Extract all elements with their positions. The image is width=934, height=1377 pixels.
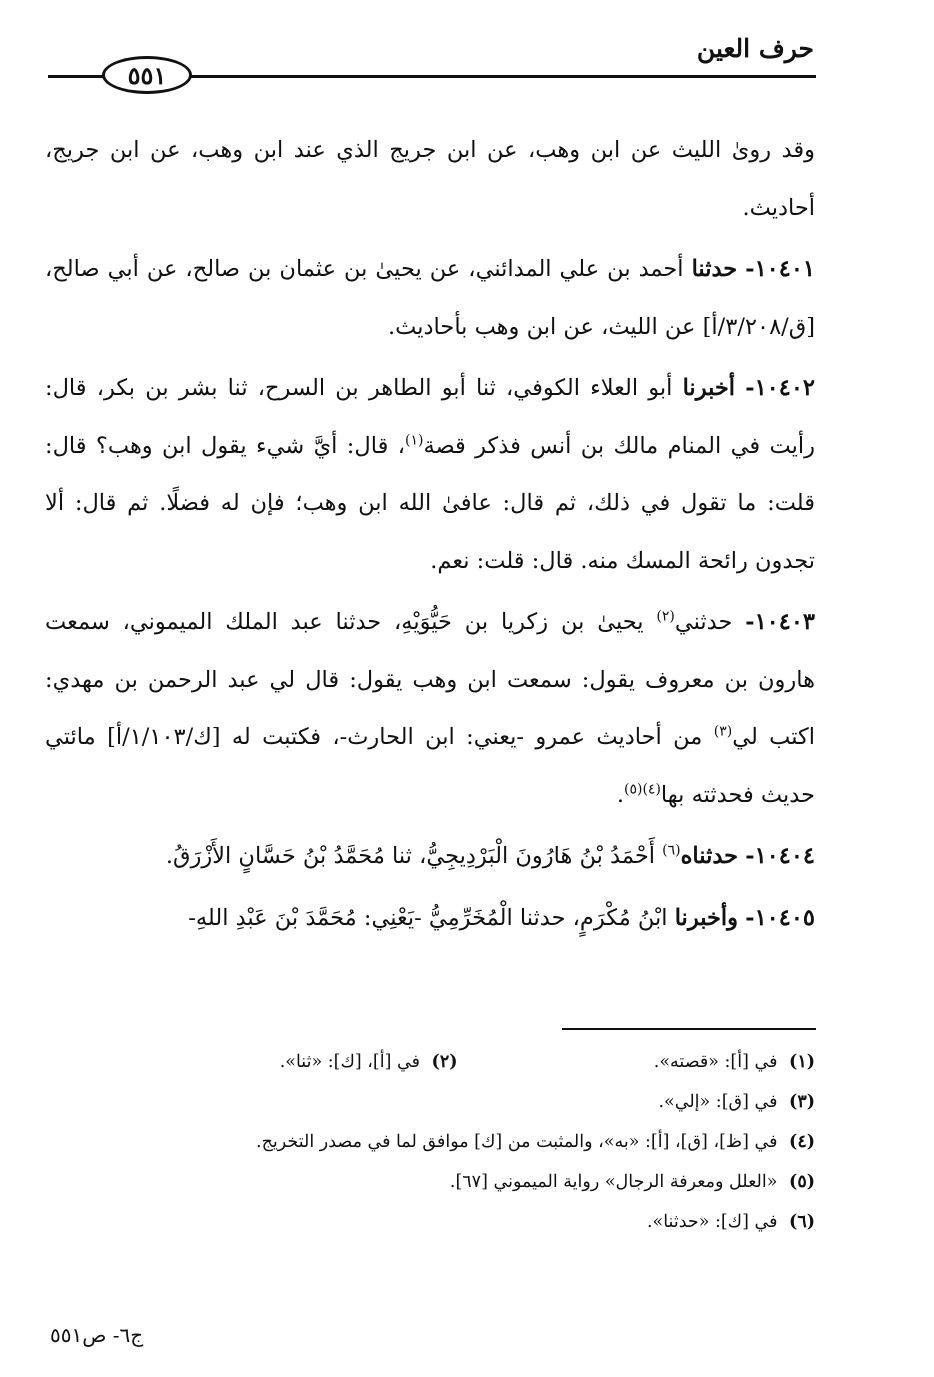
transmission-verb: حدثناه	[680, 843, 739, 869]
page-number: ٥٥١	[127, 60, 167, 90]
footnote-ref[interactable]: (١)	[404, 432, 424, 448]
footnote-item	[100, 1082, 815, 1122]
hadith-text: أبو العلاء الكوفي، ثنا أبو الطاهر بن السرح، ثنا بشر بن بكر، قال: رأيت في المنام مالك بن أنس فذكر قصة	[45, 375, 815, 459]
footnote-item	[100, 1042, 458, 1082]
hadith-number: ١٠٤٠٢-	[745, 375, 816, 401]
hadith-10402	[45, 360, 815, 590]
hadith-number: ١٠٤٠٥-	[745, 904, 815, 931]
footnote-number: (٤)	[789, 1132, 815, 1152]
footnote-number: (٦)	[789, 1212, 815, 1232]
transmission-verb: حدثنا	[691, 256, 738, 282]
hadith-number: ١٠٤٠١-	[745, 256, 816, 282]
footnote-text: في [أ]، [ك]: «ثنا».	[279, 1052, 420, 1072]
footnote-text: «العلل ومعرفة الرجال» رواية الميموني [٦٧].	[449, 1172, 778, 1192]
footnote-ref[interactable]: (٣)	[713, 723, 733, 740]
footnote-item	[100, 1162, 815, 1202]
hadith-text: يحيىٰ بن زكريا بن حَيُّوَيْهِ، حدثنا عبد الملك الميموني، سمعت هارون بن معروف يقول: سمعت ابن وهب يقول: قال لي عبد الرحمن بن مهدي: اكتب لي	[45, 609, 816, 750]
transmission-verb: وأخبرنا	[674, 904, 739, 931]
hadith-text: أَحْمَدُ بْنُ هَارُونَ الْبَرْدِيجِيُّ، ثنا مُحَمَّدُ بْنُ حَسَّانٍ الأَزْرَقُ.	[165, 843, 656, 869]
hadith-text: أحمد بن علي المدائني، عن يحيىٰ بن عثمان بن صالح، عن أبي صالح، [ق/٣/٢٠٨/أ] عن الليث، عن ابن وهب بأحاديث.	[45, 256, 815, 340]
footnotes	[100, 1042, 815, 1242]
footnote-item	[458, 1042, 816, 1082]
volume-page-reference: ج٦- ص٥٥١	[50, 1323, 144, 1347]
footnote-item	[100, 1122, 815, 1162]
hadith-10405	[45, 890, 815, 948]
footnote-separator	[562, 1028, 816, 1030]
footnote-item	[100, 1202, 815, 1242]
hadith-text: من أحاديث عمرو -يعني: ابن الحارث-، فكتبت له [ك/١/١٠٣/أ] مائتي حديث فحدثته بها	[45, 724, 815, 808]
hadith-text: .	[616, 781, 624, 808]
page-number-badge	[102, 56, 192, 94]
hadith-text: ابْنُ مُكْرَمٍ، حدثنا الْمُخَرِّمِيُّ -يَعْنِي: مُحَمَّدَ بْنَ عَبْدِ اللهِ-	[188, 904, 668, 931]
footnote-ref[interactable]: (٤)(٥)	[623, 781, 661, 797]
main-text	[45, 122, 815, 951]
hadith-10401	[45, 241, 815, 356]
footnote-text: في [ق]: «إلي».	[658, 1092, 778, 1112]
hadith-10403	[45, 594, 815, 824]
footnote-row	[100, 1042, 815, 1082]
transmission-verb: أخبرنا	[682, 375, 736, 401]
footnote-number: (٢)	[431, 1052, 458, 1072]
paragraph-text: وقد روىٰ الليث عن ابن وهب، عن ابن جريج الذي عند ابن وهب، عن ابن جريج، أحاديث.	[45, 137, 815, 221]
paragraph-intro	[45, 122, 815, 237]
footnote-text: في [ظ]، [ق]، [أ]: «به»، والمثبت من [ك] موافق لما في مصدر التخريج.	[256, 1132, 778, 1152]
footnote-ref[interactable]: (٢)	[656, 608, 675, 625]
hadith-number: ١٠٤٠٣-	[745, 609, 816, 635]
hadith-10404	[45, 828, 815, 886]
transmission-verb: حدثني	[674, 609, 733, 635]
footnote-ref[interactable]: (٦)	[662, 842, 681, 859]
footnote-text: في [ك]: «حدثنا».	[646, 1212, 778, 1232]
hadith-text: ، قال: أيَّ شيء يقول ابن وهب؟ قال: قلت: ما تقول في ذلك، ثم قال: عافىٰ الله ابن وهب؛ فإن له فضلًا. ثم قال: ألا تجدون رائحة المسك منه. قال: قلت: نعم.	[45, 432, 815, 574]
footnote-number: (٥)	[789, 1172, 815, 1192]
running-title: حرف العين	[696, 34, 814, 63]
footnote-text: في [أ]: «قصته».	[653, 1052, 778, 1072]
footnote-number: (٣)	[789, 1092, 815, 1112]
hadith-number: ١٠٤٠٤-	[745, 843, 815, 869]
footnote-number: (١)	[789, 1052, 815, 1072]
